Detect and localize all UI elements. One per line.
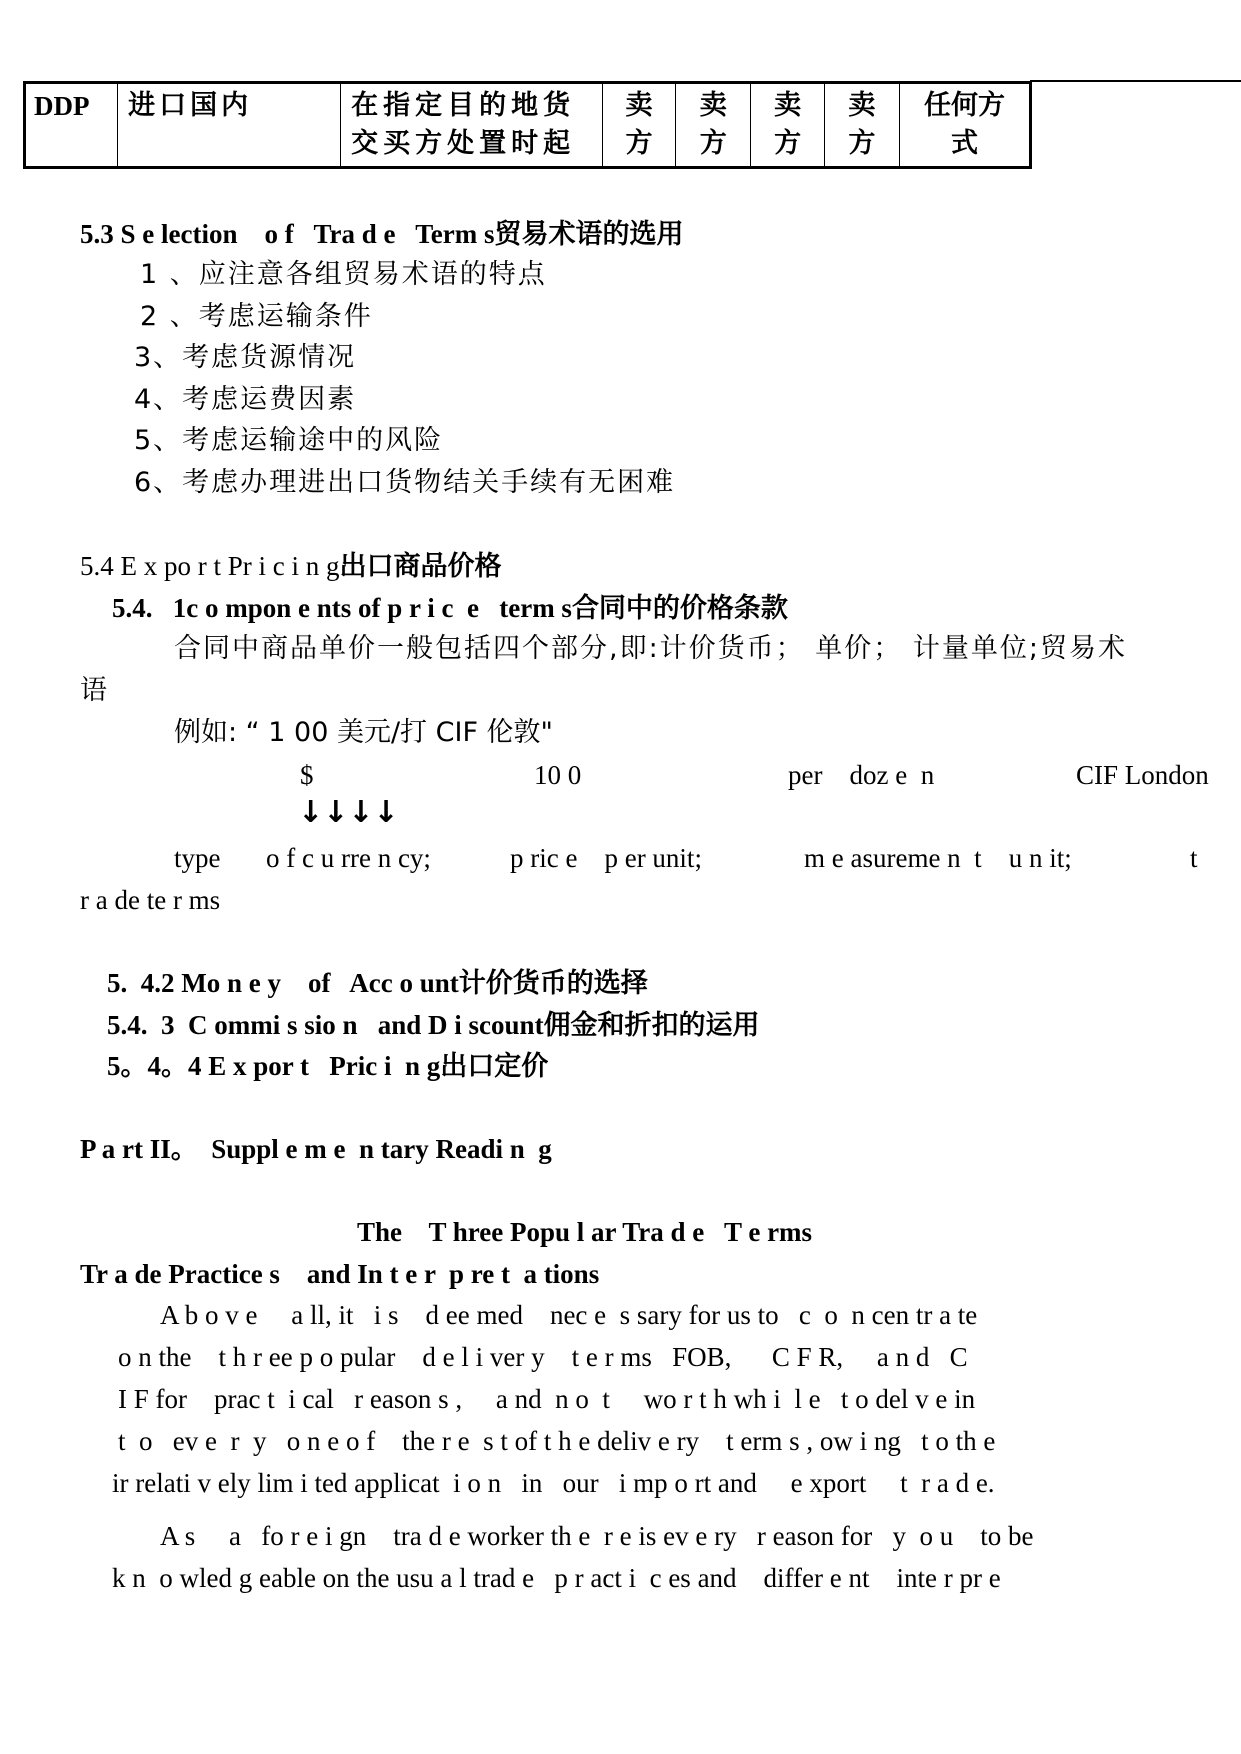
risk-transfer-line1: 在指定目的地货 bbox=[351, 90, 576, 121]
reading-subtitle: Tr a de Practice s and In t e r p re t a tions bbox=[80, 1259, 600, 1289]
seller-cell-text: 卖 bbox=[848, 90, 876, 121]
list-item: 5、考虑运输途中的风险 bbox=[134, 425, 444, 456]
heading-en: 5。4。4 E x por t Pric i n g bbox=[107, 1051, 441, 1081]
type-label: m e asureme n t u n it; bbox=[804, 843, 1072, 873]
example-line: 例如: “ 1 00 美元/打 CIF 伦敦" bbox=[174, 717, 553, 748]
seller-cell-4 bbox=[824, 83, 899, 168]
seller-cell-1 bbox=[602, 83, 675, 168]
seller-cell-text: 卖 bbox=[774, 90, 802, 121]
delivery-place-cell: 进口国内 bbox=[118, 83, 341, 168]
table-row bbox=[25, 83, 1031, 168]
part-heading: P a rt II。 Suppl e m e n tary Readi n g bbox=[80, 1134, 552, 1164]
example-unit: per doz e n bbox=[788, 760, 935, 790]
heading-cn: 出口定价 bbox=[440, 1051, 549, 1082]
subsection-heading-5-4-2 bbox=[107, 966, 648, 1001]
seller-cell-text: 方 bbox=[848, 128, 876, 159]
heading-cn: 出口商品价格 bbox=[339, 551, 502, 582]
top-rule bbox=[1030, 80, 1241, 82]
subsection-heading-5-4-4 bbox=[107, 1049, 548, 1084]
reading-title: The T hree Popu l ar Tra d e T e rms bbox=[357, 1217, 813, 1247]
example-term: CIF London bbox=[1076, 760, 1209, 790]
transport-line2: 式 bbox=[951, 128, 979, 159]
paragraph-line: I F for prac t i cal r eason s , a nd n o t wo r t h wh i l e t o del v e in bbox=[118, 1384, 976, 1414]
heading-en: 5. 4.2 Mo n e y of Acc o unt bbox=[107, 968, 459, 998]
section-heading-5-4 bbox=[80, 549, 501, 584]
heading-en: 5.4 E x po r t Pr i c i n g bbox=[80, 551, 340, 581]
risk-transfer-line2: 交买方处置时起 bbox=[351, 128, 576, 159]
paragraph-line: t o ev e r y o n e o f the r e s t of t h e deliv e ry t erm s , ow i ng t o th e bbox=[118, 1426, 996, 1456]
paragraph-line: o n the t h r ee p o pular d e l i ver y t e r ms FOB, C F R, a n d C bbox=[118, 1342, 968, 1372]
list-item: 6、考虑办理进出口货物结关手续有无困难 bbox=[134, 467, 676, 498]
list-item: 3、考虑货源情况 bbox=[134, 342, 357, 373]
type-label: r a de te r ms bbox=[80, 885, 221, 915]
paragraph-line: A s a fo r e i gn tra d e worker th e r e is ev e ry r eason for y o u to be bbox=[160, 1521, 1034, 1551]
paragraph-line: k n o wled g eable on the usu a l trad e p r act i c es and differ e nt inte r pr e bbox=[112, 1563, 1001, 1593]
paragraph-line: 合同中商品单价一般包括四个部分,即:计价货币； 单价； 计量单位;贸易术 bbox=[174, 633, 1127, 664]
seller-cell-text: 方 bbox=[774, 128, 802, 159]
heading-cn: 计价货币的选择 bbox=[458, 968, 648, 999]
example-currency: $ bbox=[300, 760, 314, 790]
list-item: 4、考虑运费因素 bbox=[134, 384, 357, 415]
paragraph-line: A b o v e a ll, it i s d ee med nec e s sary for us to c o n cen tr a te bbox=[160, 1300, 978, 1330]
seller-cell-text: 方 bbox=[625, 128, 653, 159]
trade-terms-table bbox=[23, 81, 1032, 169]
paragraph-line: ir relati v ely lim i ted applicat i o n in our i mp o rt and e xport t r a d e. bbox=[112, 1468, 995, 1498]
list-item: 1 、应注意各组贸易术语的特点 bbox=[140, 259, 547, 290]
heading-en: 5.3 S e lection o f Tra d e Term s bbox=[80, 219, 495, 249]
risk-transfer-cell bbox=[341, 83, 603, 168]
heading-en: 5.4. 1c o mpon e nts of p r i c e term s bbox=[112, 593, 572, 623]
seller-cell-text: 方 bbox=[699, 128, 727, 159]
heading-cn: 合同中的价格条款 bbox=[571, 593, 788, 624]
list-item: 2 、考虑运输条件 bbox=[140, 301, 373, 332]
type-label: t bbox=[1190, 843, 1198, 873]
heading-cn: 贸易术语的选用 bbox=[494, 219, 684, 250]
heading-en: 5.4. 3 C ommi s sio n and D i scount bbox=[107, 1010, 544, 1040]
example-price: 10 0 bbox=[534, 760, 582, 790]
type-label: p ric e p er unit; bbox=[510, 843, 702, 873]
heading-cn: 佣金和折扣的运用 bbox=[543, 1010, 760, 1041]
seller-cell-2 bbox=[676, 83, 751, 168]
type-label: o f c u rre n cy; bbox=[266, 843, 431, 873]
seller-cell-text: 卖 bbox=[699, 90, 727, 121]
section-heading-5-3 bbox=[80, 217, 683, 252]
transport-line1: 任何方 bbox=[924, 90, 1006, 121]
term-cell: DDP bbox=[25, 83, 118, 168]
subsection-heading-5-4-3 bbox=[107, 1008, 760, 1043]
type-label: type bbox=[174, 843, 221, 873]
subsection-heading-5-4-1 bbox=[112, 591, 788, 626]
seller-cell-text: 卖 bbox=[625, 90, 653, 121]
transport-cell bbox=[900, 83, 1031, 168]
paragraph-line: 语 bbox=[80, 675, 107, 706]
seller-cell-3 bbox=[751, 83, 824, 168]
down-arrow-icons: ↓↓↓↓ bbox=[298, 795, 399, 830]
